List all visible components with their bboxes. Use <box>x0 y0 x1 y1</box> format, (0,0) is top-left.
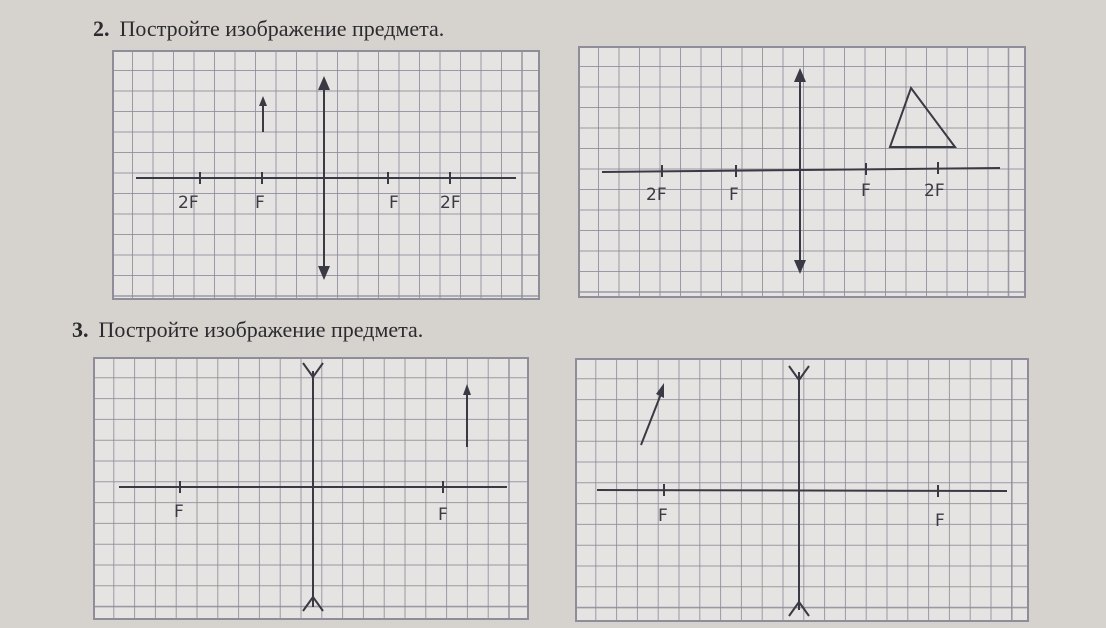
diagram-4-svg <box>575 358 1029 622</box>
label-2f-left: 2F <box>646 185 667 205</box>
diagram-converging-triangle <box>578 46 1026 298</box>
optical-axis <box>597 490 1007 491</box>
lens-arrow-top <box>318 76 330 90</box>
label-f-left: F <box>658 506 668 526</box>
diagram-1-svg <box>112 50 540 300</box>
diagram-diverging-arrow <box>93 357 529 620</box>
diagram-diverging-tilted-arrow <box>575 358 1029 622</box>
task-2-title <box>93 16 444 42</box>
object-arrow-head <box>259 96 267 106</box>
diagram-2-svg <box>578 46 1026 298</box>
task-3-text: Постройте изображение предмета. <box>98 317 424 342</box>
task-2-number: 2. <box>93 16 110 41</box>
label-2f-right: 2F <box>924 181 945 201</box>
task-3-title <box>72 317 423 343</box>
label-f-left: F <box>255 193 265 213</box>
label-f-right: F <box>935 511 945 531</box>
label-f-right: F <box>389 193 399 213</box>
label-2f-left: 2F <box>178 193 199 213</box>
lens-arrow-top <box>794 68 806 82</box>
object-triangle <box>890 88 955 147</box>
grid-3 <box>93 357 529 620</box>
label-f-right: F <box>861 181 871 201</box>
object-arrow-head <box>463 384 471 395</box>
object-arrow-head <box>656 383 664 398</box>
lens-arrow-bottom <box>318 266 330 280</box>
label-f-left: F <box>174 502 184 522</box>
label-2f-right: 2F <box>440 193 461 213</box>
grid-border <box>94 358 528 619</box>
diagram-3-svg <box>93 357 529 620</box>
diagram-converging-arrow <box>112 50 540 300</box>
label-f-right: F <box>438 505 448 525</box>
task-3-number: 3. <box>72 317 89 342</box>
label-f-left: F <box>729 185 739 205</box>
task-2-text: Постройте изображение предмета. <box>119 16 445 41</box>
